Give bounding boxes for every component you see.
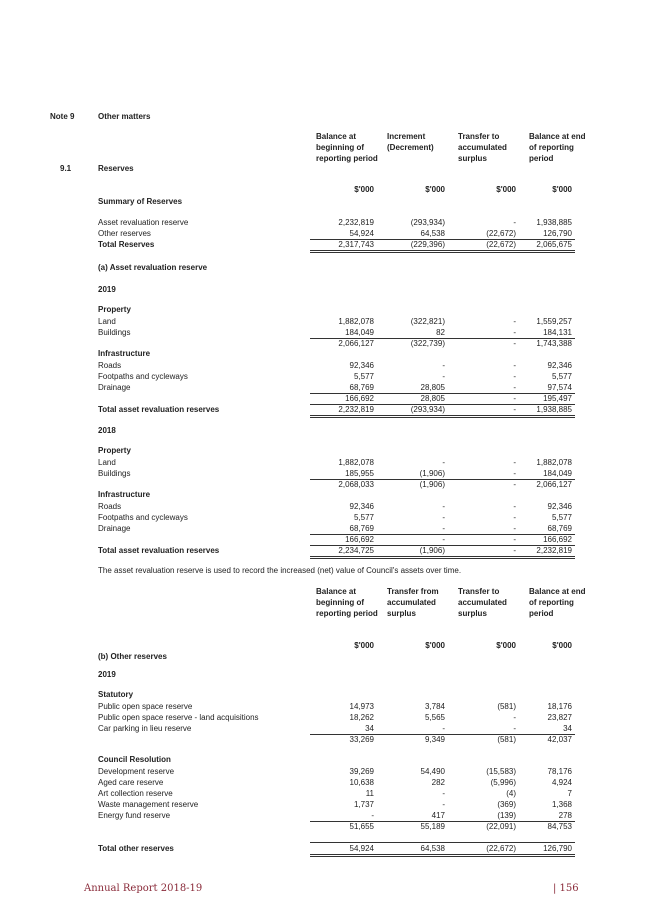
year-label: 2019 (98, 670, 116, 679)
cell: 54,490 (420, 767, 445, 776)
cell: (322,821) (410, 317, 445, 326)
row-label: Public open space reserve - land acquisitions (98, 713, 259, 722)
cell: - (513, 502, 516, 511)
cell: 34 (563, 724, 572, 733)
cell: (369) (497, 800, 516, 809)
row-label: Total asset revaluation reserves (98, 546, 220, 555)
row-label: Art collection reserve (98, 789, 173, 798)
col-header-3: Transfer to accumulated surplus (458, 132, 507, 163)
double-underline (310, 250, 575, 253)
page-number: | 156 (553, 883, 579, 894)
cell: 3,784 (424, 702, 445, 711)
group-title: Council Resolution (98, 755, 171, 764)
cell: 1,882,078 (338, 317, 374, 326)
table-row (0, 316, 653, 327)
cell: 184,049 (345, 328, 374, 337)
cell: 5,565 (424, 713, 445, 722)
cell: 68,769 (349, 524, 374, 533)
cell: 78,176 (547, 767, 572, 776)
cell: 64,538 (420, 229, 445, 238)
subsection-title: (b) Other reserves (98, 652, 167, 661)
unit-label: $'000 (496, 641, 516, 650)
note-number: Note 9 (50, 112, 75, 121)
cell: (22,091) (486, 822, 516, 831)
subtotal-row (0, 479, 653, 490)
cell: - (513, 317, 516, 326)
cell: - (513, 480, 516, 489)
cell: 2,317,743 (338, 240, 374, 249)
table-row (0, 327, 653, 338)
cell: 92,346 (547, 502, 572, 511)
cell: (293,934) (410, 405, 445, 414)
cell: - (513, 328, 516, 337)
cell: - (513, 724, 516, 733)
cell: - (513, 713, 516, 722)
row-label: Total asset revaluation reserves (98, 405, 220, 414)
cell: 68,769 (547, 524, 572, 533)
cell: (322,739) (410, 339, 445, 348)
cell: 42,037 (547, 735, 572, 744)
unit-row (0, 184, 653, 195)
group-title: Infrastructure (98, 490, 151, 499)
cell: 5,577 (353, 372, 374, 381)
cell: 11 (365, 789, 374, 798)
cell: 1,368 (551, 800, 572, 809)
cell: 5,577 (353, 513, 374, 522)
col-header-4: Balance at end of reporting period (529, 132, 586, 163)
cell: (1,906) (419, 546, 445, 555)
cell: 2,068,033 (338, 480, 374, 489)
cell: 5,577 (551, 372, 572, 381)
row-label: Total Reserves (98, 240, 155, 249)
group-title: Infrastructure (98, 349, 151, 358)
section-number: 9.1 (60, 164, 72, 173)
total-row (0, 404, 653, 415)
row-label: Footpaths and cycleways (98, 513, 188, 522)
cell: 2,232,819 (338, 405, 374, 414)
cell: (22,672) (486, 229, 516, 238)
cell: - (513, 383, 516, 392)
col-header-1: Balance at beginning of reporting period (316, 587, 378, 618)
group-title: Statutory (98, 690, 134, 699)
cell: 55,189 (420, 822, 445, 831)
cell: 1,938,885 (536, 405, 572, 414)
row-label: Roads (98, 361, 122, 370)
cell: - (442, 789, 445, 798)
table-row (0, 701, 653, 712)
cell: 1,559,257 (536, 317, 572, 326)
cell: (293,934) (410, 218, 445, 227)
row-label: Waste management reserve (98, 800, 199, 809)
subtotal-row (0, 734, 653, 745)
unit-label: $'000 (425, 185, 445, 194)
cell: 2,065,675 (536, 240, 572, 249)
cell: - (513, 218, 516, 227)
cell: 1,737 (353, 800, 374, 809)
cell: 282 (431, 778, 445, 787)
cell: 2,066,127 (536, 480, 572, 489)
cell: - (513, 524, 516, 533)
unit-label: $'000 (354, 641, 374, 650)
table-row (0, 766, 653, 777)
table-row (0, 457, 653, 468)
group-title: Property (98, 305, 131, 314)
unit-label: $'000 (354, 185, 374, 194)
unit-label: $'000 (425, 641, 445, 650)
row-label: Land (98, 317, 116, 326)
cell: 9,349 (424, 735, 445, 744)
table-row (0, 512, 653, 523)
table-row (0, 217, 653, 228)
double-underline (310, 415, 575, 418)
row-label: Energy fund reserve (98, 811, 171, 820)
cell: 92,346 (349, 361, 374, 370)
cell: - (513, 339, 516, 348)
unit-label: $'000 (552, 185, 572, 194)
cell: 28,805 (420, 383, 445, 392)
table-row (0, 777, 653, 788)
table-row (0, 799, 653, 810)
table-row (0, 501, 653, 512)
col-header-1: Balance at beginning of reporting period (316, 132, 378, 163)
summary-title: Summary of Reserves (98, 197, 183, 206)
subtotal-row (0, 393, 653, 404)
group-title: Property (98, 446, 131, 455)
table-row (0, 382, 653, 393)
table-row (0, 468, 653, 479)
cell: 51,655 (349, 822, 374, 831)
cell: - (513, 469, 516, 478)
table-row (0, 228, 653, 239)
footer-title: Annual Report 2018-19 (84, 883, 203, 894)
cell: - (442, 524, 445, 533)
reserve-note: The asset revaluation reserve is used to record the increased (net) value of Council's assets over time. (98, 566, 462, 575)
cell: 39,269 (349, 767, 374, 776)
cell: - (442, 502, 445, 511)
cell: 278 (558, 811, 572, 820)
cell: (229,396) (410, 240, 445, 249)
cell: 126,790 (543, 229, 572, 238)
row-label: Land (98, 458, 116, 467)
cell: 92,346 (349, 502, 374, 511)
cell: (581) (497, 735, 516, 744)
cell: 28,805 (420, 394, 445, 403)
row-label: Asset revaluation reserve (98, 218, 189, 227)
cell: - (442, 372, 445, 381)
double-underline (310, 556, 575, 559)
row-label: Drainage (98, 383, 131, 392)
cell: 14,973 (349, 702, 374, 711)
total-row (0, 239, 653, 250)
cell: 97,574 (547, 383, 572, 392)
cell: 7 (567, 789, 572, 798)
cell: 166,692 (345, 394, 374, 403)
col-header-2: Increment (Decrement) (387, 132, 434, 152)
cell: (5,996) (490, 778, 516, 787)
table-row (0, 810, 653, 821)
cell: 1,882,078 (536, 458, 572, 467)
cell: 417 (431, 811, 445, 820)
col-header-3: Transfer to accumulated surplus (458, 587, 507, 618)
cell: - (513, 513, 516, 522)
cell: 1,938,885 (536, 218, 572, 227)
cell: 10,638 (349, 778, 374, 787)
cell: 166,692 (543, 535, 572, 544)
cell: 184,049 (543, 469, 572, 478)
cell: 92,346 (547, 361, 572, 370)
row-label: Total other reserves (98, 844, 174, 853)
cell: (1,906) (419, 469, 445, 478)
cell: 166,692 (345, 535, 374, 544)
cell: 82 (436, 328, 445, 337)
cell: 84,753 (547, 822, 572, 831)
row-label: Roads (98, 502, 122, 511)
cell: - (513, 458, 516, 467)
row-label: Buildings (98, 328, 131, 337)
cell: - (442, 535, 445, 544)
row-label: Footpaths and cycleways (98, 372, 188, 381)
cell: 54,924 (349, 229, 374, 238)
cell: (1,906) (419, 480, 445, 489)
cell: 54,924 (349, 844, 374, 853)
cell: 2,232,819 (536, 546, 572, 555)
row-label: Public open space reserve (98, 702, 193, 711)
cell: 185,955 (345, 469, 374, 478)
col-header-4: Balance at end of reporting period (529, 587, 586, 618)
cell: 2,232,819 (338, 218, 374, 227)
cell: 33,269 (349, 735, 374, 744)
cell: 34 (365, 724, 374, 733)
cell: - (442, 800, 445, 809)
cell: - (513, 394, 516, 403)
cell: 18,262 (349, 713, 374, 722)
subtotal-row (0, 821, 653, 832)
year-label: 2018 (98, 426, 116, 435)
cell: (22,672) (486, 844, 516, 853)
row-label: Other reserves (98, 229, 151, 238)
cell: 184,131 (543, 328, 572, 337)
subsection-title: (a) Asset revaluation reserve (98, 263, 208, 272)
cell: - (513, 405, 516, 414)
cell: 1,743,388 (536, 339, 572, 348)
cell: (15,583) (486, 767, 516, 776)
cell: 195,497 (543, 394, 572, 403)
row-label: Drainage (98, 524, 131, 533)
subtotal-row (0, 534, 653, 545)
cell: - (371, 811, 374, 820)
table-row (0, 788, 653, 799)
unit-label: $'000 (496, 185, 516, 194)
cell: (581) (497, 702, 516, 711)
table-row (0, 723, 653, 734)
cell: (22,672) (486, 240, 516, 249)
unit-label: $'000 (552, 641, 572, 650)
year-label: 2019 (98, 285, 116, 294)
table-row (0, 712, 653, 723)
cell: 4,924 (551, 778, 572, 787)
total-row (0, 843, 653, 854)
cell: (139) (497, 811, 516, 820)
table-row (0, 360, 653, 371)
cell: - (442, 458, 445, 467)
cell: - (442, 724, 445, 733)
cell: 126,790 (543, 844, 572, 853)
note-title: Other matters (98, 112, 151, 121)
cell: 18,176 (547, 702, 572, 711)
row-label: Aged care reserve (98, 778, 164, 787)
cell: - (513, 372, 516, 381)
subtotal-row (0, 338, 653, 349)
cell: 64,538 (420, 844, 445, 853)
cell: - (513, 535, 516, 544)
row-label: Development reserve (98, 767, 175, 776)
col-header-2: Transfer from accumulated surplus (387, 587, 439, 618)
cell: - (513, 546, 516, 555)
table-row (0, 371, 653, 382)
row-label: Car parking in lieu reserve (98, 724, 192, 733)
total-row (0, 545, 653, 556)
cell: 2,234,725 (338, 546, 374, 555)
cell: - (513, 361, 516, 370)
table-row (0, 523, 653, 534)
cell: 23,827 (547, 713, 572, 722)
section-title: Reserves (98, 164, 134, 173)
cell: - (442, 361, 445, 370)
cell: 68,769 (349, 383, 374, 392)
cell: - (442, 513, 445, 522)
unit-row (0, 640, 653, 651)
cell: 2,066,127 (338, 339, 374, 348)
cell: 1,882,078 (338, 458, 374, 467)
cell: (4) (506, 789, 516, 798)
cell: 5,577 (551, 513, 572, 522)
row-label: Buildings (98, 469, 131, 478)
double-underline (310, 854, 575, 857)
